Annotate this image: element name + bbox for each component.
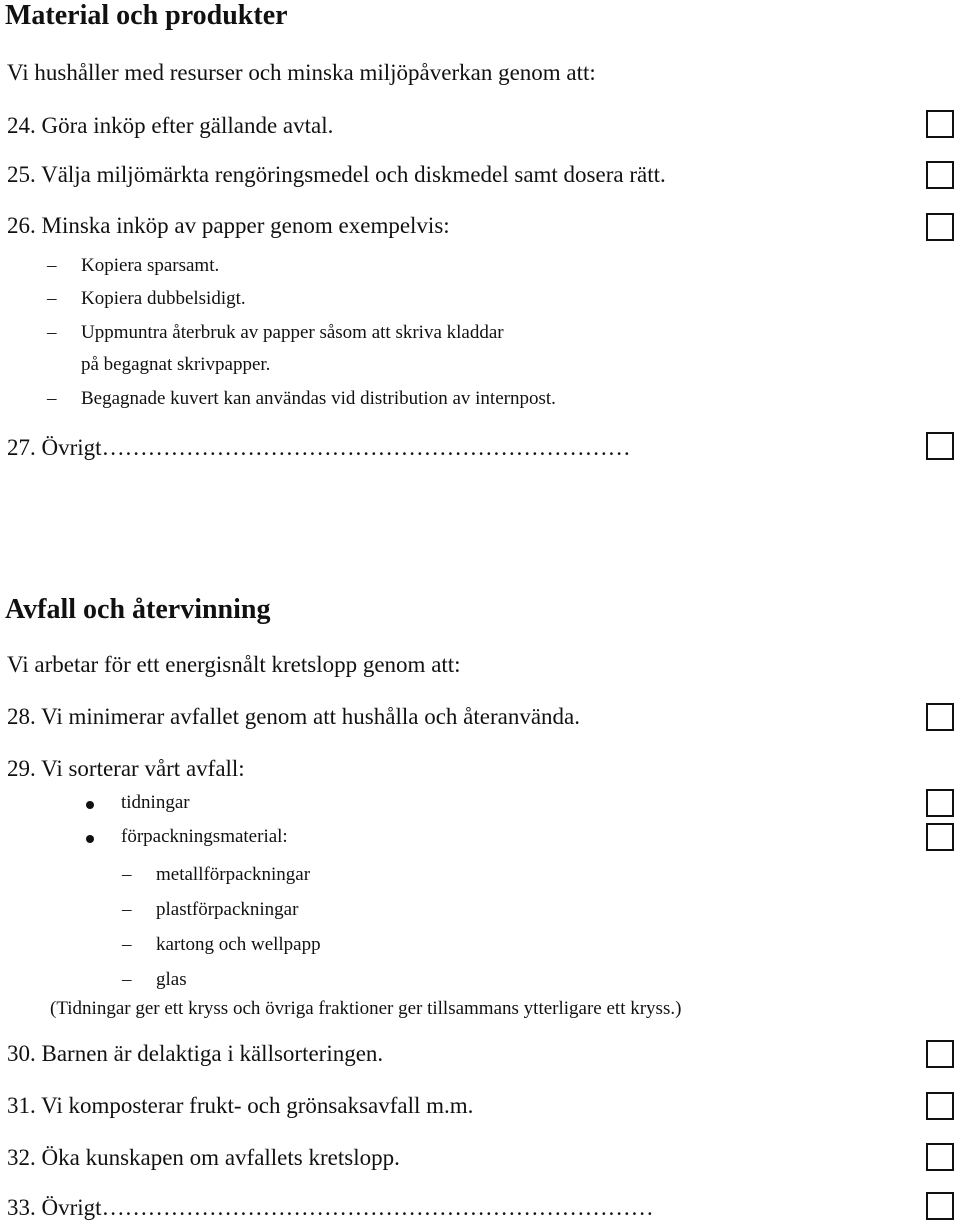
bullet-icon [86,835,94,843]
note: (Tidningar ger ett kryss och övriga fraktioner ger tillsammans ytterligare ett kryss.) [50,998,682,1019]
section-heading-material: Material och produkter [5,0,288,31]
section-intro-avfall: Vi arbetar för ett energisnålt kretslopp genom att: [7,652,461,677]
bullet-icon [86,801,94,809]
checkbox-31[interactable] [926,1092,954,1120]
list-item: – metallförpackningar [122,864,311,885]
list-item: tidningar [121,792,190,813]
item-30: 30. Barnen är delaktiga i källsorteringen. [7,1041,384,1066]
item-29: 29. Vi sorterar vårt avfall: [7,756,245,781]
checkbox-27[interactable] [926,432,954,460]
item-26: 26. Minska inköp av papper genom exempelvis: [7,213,450,238]
checkbox-24[interactable] [926,110,954,138]
section-intro-material: Vi hushåller med resurser och minska miljöpåverkan genom att: [7,60,596,85]
section-heading-avfall: Avfall och återvinning [5,594,271,625]
list-item-continuation: på begagnat skrivpapper. [81,354,271,375]
list-item: – Kopiera dubbelsidigt. [47,288,246,309]
list-item: – Kopiera sparsamt. [47,255,220,276]
checkbox-32[interactable] [926,1143,954,1171]
item-33: 33. Övrigt……………………………………………………………… [7,1195,654,1220]
checkbox-28[interactable] [926,703,954,731]
list-item: – Uppmuntra återbruk av papper såsom att skriva kladdar [47,322,504,343]
item-27: 27. Övrigt…………………………………………………………… [7,435,631,460]
item-32: 32. Öka kunskapen om avfallets kretslopp. [7,1145,400,1170]
list-item: – kartong och wellpapp [122,934,321,955]
checkbox-tidningar[interactable] [926,789,954,817]
list-item: – plastförpackningar [122,899,299,920]
checkbox-30[interactable] [926,1040,954,1068]
item-25: 25. Välja miljömärkta rengöringsmedel och diskmedel samt dosera rätt. [7,162,666,187]
item-31: 31. Vi komposterar frukt- och grönsaksavfall m.m. [7,1093,474,1118]
checkbox-25[interactable] [926,161,954,189]
list-item: – glas [122,969,187,990]
checkbox-forpackningar[interactable] [926,823,954,851]
list-item: förpackningsmaterial: [121,826,288,847]
list-item: – Begagnade kuvert kan användas vid distribution av internpost. [47,388,556,409]
checkbox-26[interactable] [926,213,954,241]
item-24: 24. Göra inköp efter gällande avtal. [7,113,334,138]
checkbox-33[interactable] [926,1192,954,1220]
item-28: 28. Vi minimerar avfallet genom att hushålla och återanvända. [7,704,580,729]
